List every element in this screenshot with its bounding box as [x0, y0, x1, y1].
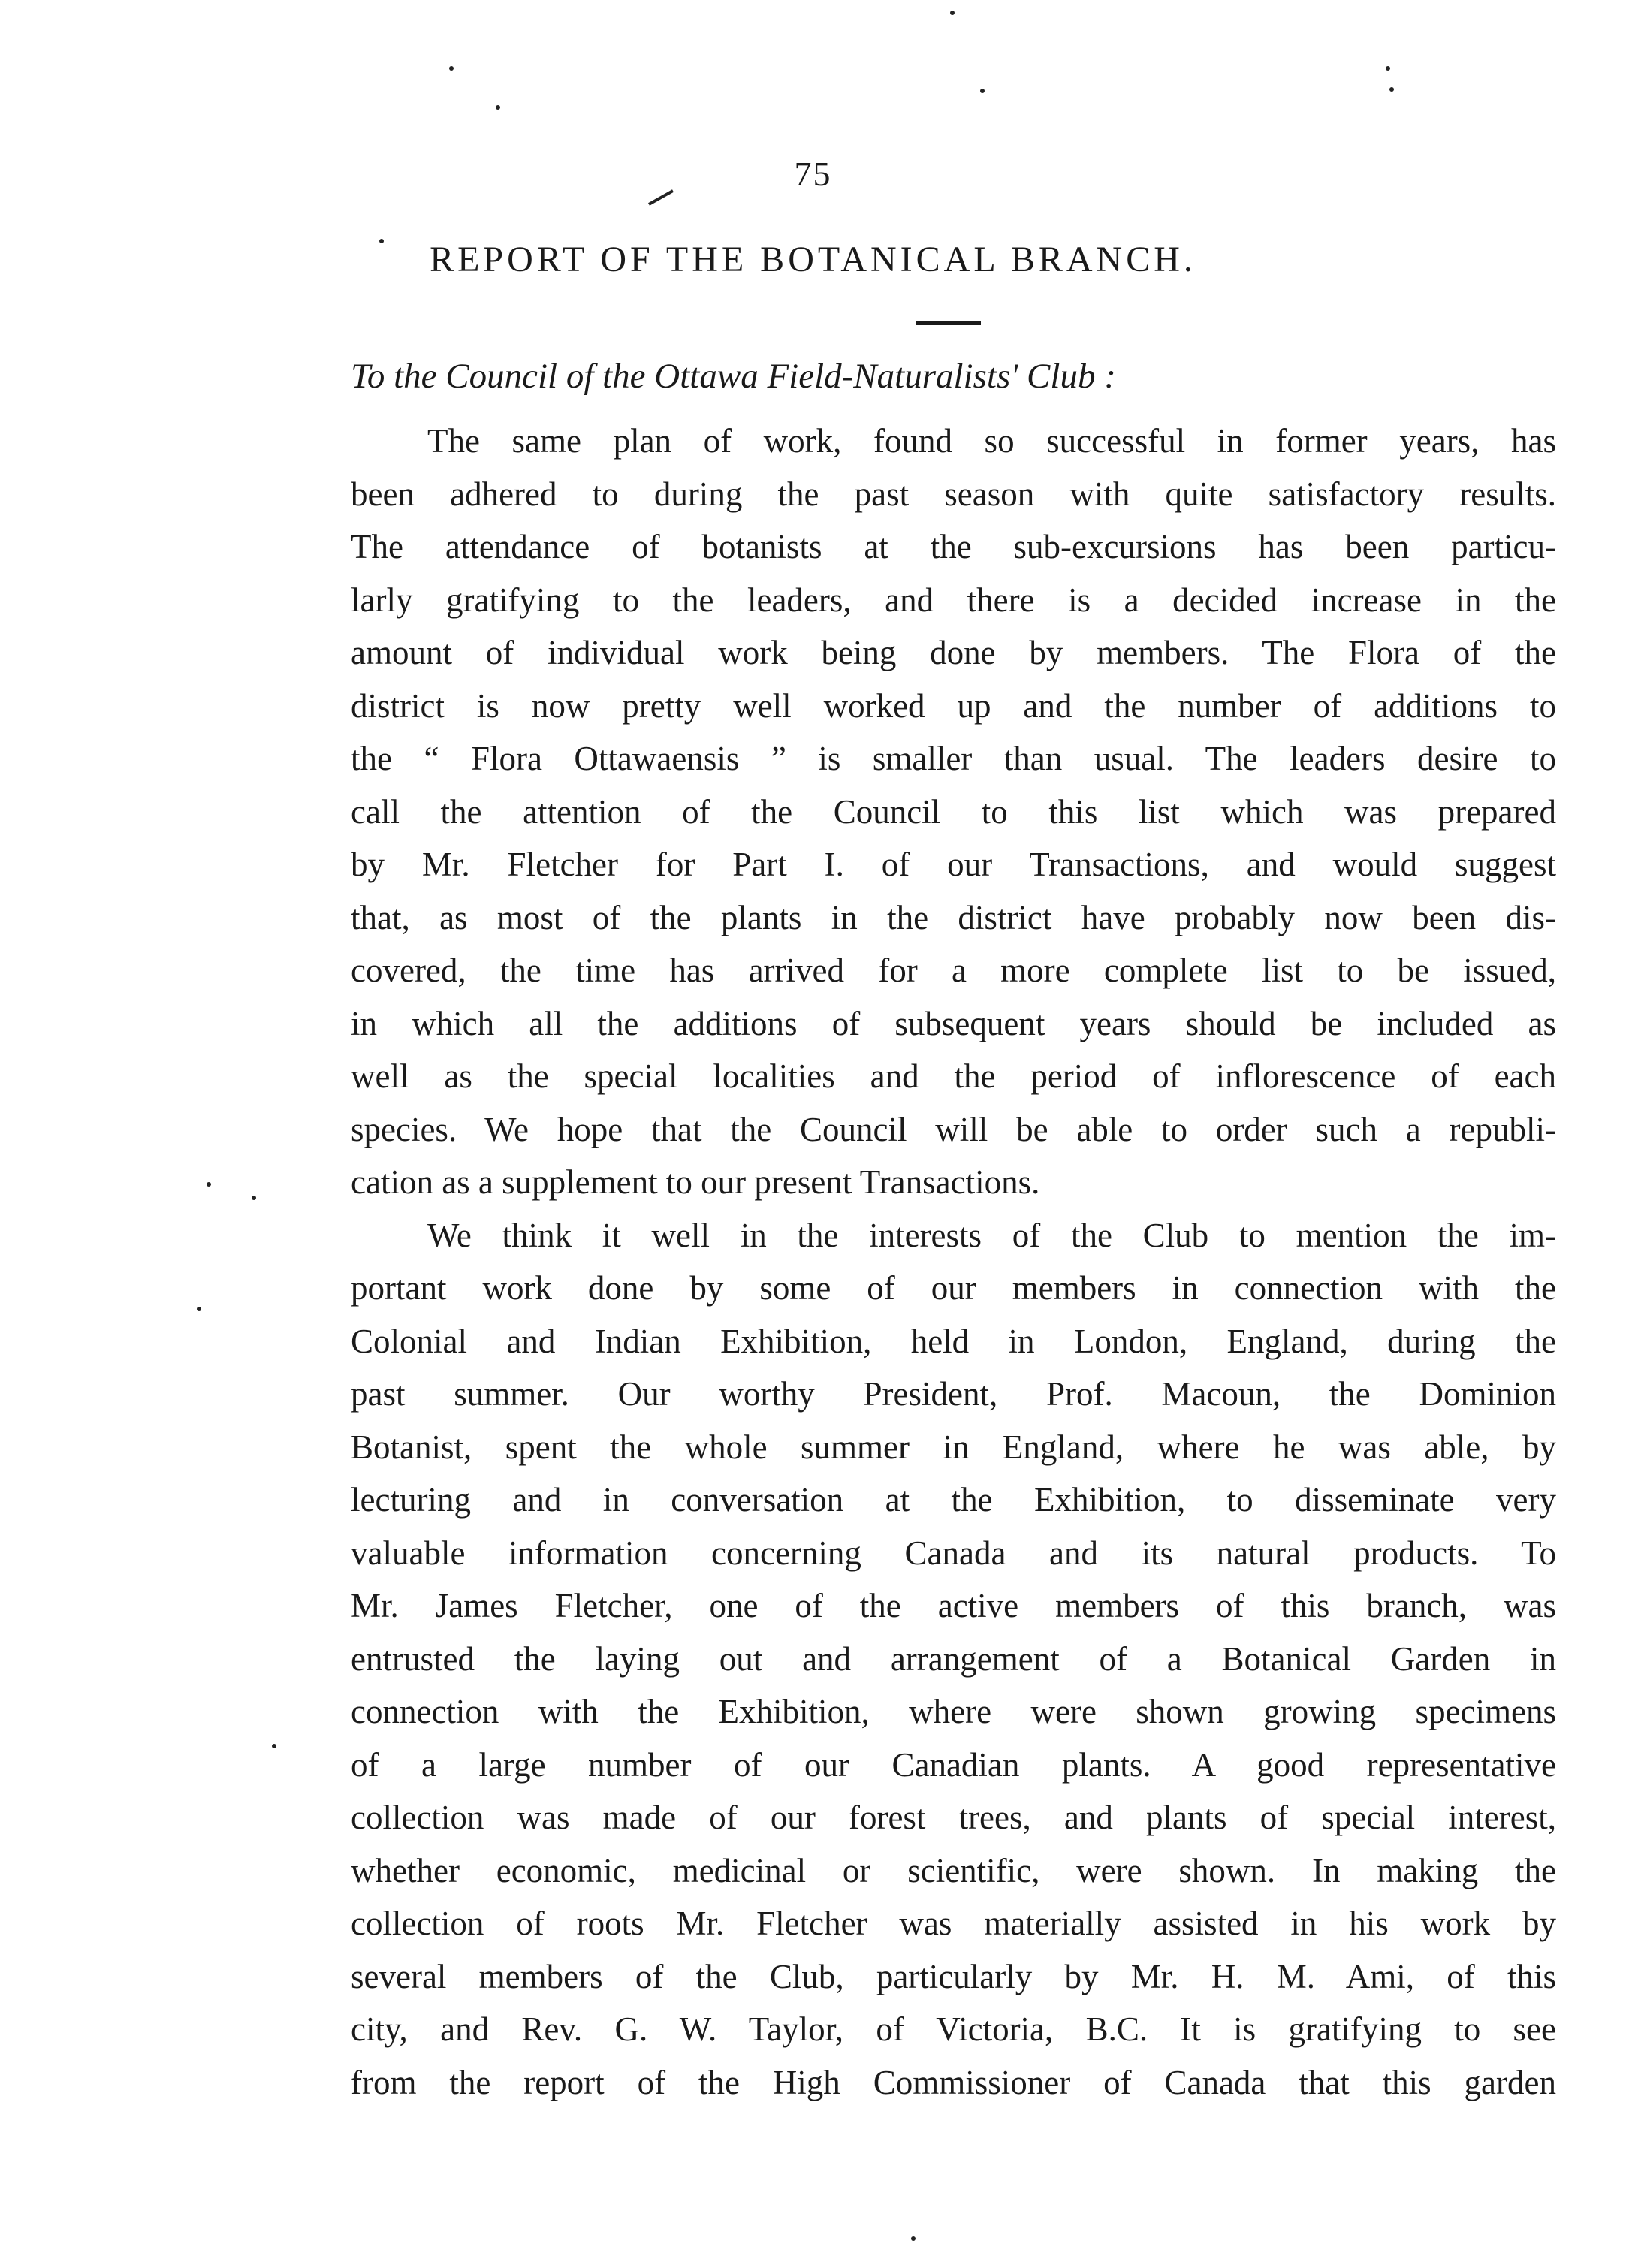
- text-line: of a large number of our Canadian plants. A good representative: [351, 1745, 1556, 1784]
- scan-speck: [197, 1307, 201, 1311]
- text-line: entrusted the laying out and arrangement of a Botanical Garden in: [351, 1639, 1556, 1678]
- scan-speck: [207, 1182, 211, 1187]
- salutation: To the Council of the Ottawa Field-Naturalists' Club :: [351, 357, 1116, 396]
- text-line: the “ Flora Ottawaensis ” is smaller than usual. The leaders desire to: [351, 740, 1556, 777]
- text-line: been adhered to during the past season with quite satisfactory results.: [351, 475, 1556, 513]
- text-line: We think it well in the interests of the Club to mention the im-: [427, 1216, 1556, 1254]
- text-line: from the report of the High Commissioner of Canada that this garden: [351, 2063, 1556, 2101]
- title-rule: [916, 321, 981, 325]
- report-title: REPORT OF THE BOTANICAL BRANCH.: [430, 240, 1196, 279]
- scan-speck: [252, 1196, 256, 1200]
- scan-speck: [980, 89, 985, 93]
- text-line: The attendance of botanists at the sub-excursions has been particu-: [351, 528, 1556, 565]
- report-body: [351, 415, 1556, 2109]
- text-line: that, as most of the plants in the district have probably now been dis-: [351, 898, 1556, 936]
- scan-speck: [1386, 66, 1390, 71]
- text-line: Mr. James Fletcher, one of the active members of this branch, was: [351, 1587, 1556, 1624]
- scan-mark: [647, 189, 674, 206]
- text-line: cation as a supplement to our present Transactions.: [351, 1163, 1040, 1201]
- text-line: valuable information concerning Canada and its natural products. To: [351, 1534, 1556, 1572]
- text-line: past summer. Our worthy President, Prof. Macoun, the Dominion: [351, 1375, 1556, 1413]
- scan-speck: [379, 239, 384, 243]
- text-line: collection of roots Mr. Fletcher was materially assisted in his work by: [351, 1905, 1556, 1942]
- text-line: in which all the additions of subsequent years should be included as: [351, 1004, 1556, 1042]
- page-number: 75: [794, 155, 832, 193]
- scan-speck: [449, 66, 454, 71]
- text-line: larly gratifying to the leaders, and there is a decided increase in the: [351, 581, 1556, 619]
- text-line: connection with the Exhibition, where were shown growing specimens: [351, 1693, 1556, 1730]
- text-line: several members of the Club, particularly by Mr. H. M. Ami, of this: [351, 1957, 1556, 1995]
- scan-speck: [272, 1744, 276, 1748]
- text-line: well as the special localities and the period of inflorescence of each: [351, 1057, 1556, 1095]
- text-line: Colonial and Indian Exhibition, held in London, England, during the: [351, 1322, 1556, 1360]
- text-line: city, and Rev. G. W. Taylor, of Victoria, B.C. It is gratifying to see: [351, 2010, 1556, 2048]
- text-line: district is now pretty well worked up and the number of additions to: [351, 686, 1556, 725]
- text-line: portant work done by some of our members in connection with the: [351, 1269, 1556, 1307]
- text-line: by Mr. Fletcher for Part I. of our Transactions, and would suggest: [351, 846, 1556, 883]
- scan-speck: [496, 105, 500, 110]
- text-line: whether economic, medicinal or scientific, were shown. In making the: [351, 1851, 1556, 1889]
- text-line: covered, the time has arrived for a more complete list to be issued,: [351, 952, 1556, 989]
- text-line: collection was made of our forest trees, and plants of special interest,: [351, 1799, 1556, 1836]
- scan-speck: [950, 11, 955, 15]
- scan-speck: [1389, 87, 1394, 92]
- text-line: Botanist, spent the whole summer in England, where he was able, by: [351, 1428, 1556, 1466]
- text-line: species. We hope that the Council will be able to order such a republi-: [351, 1110, 1556, 1148]
- text-line: The same plan of work, found so successful in former years, has: [427, 422, 1556, 460]
- text-line: call the attention of the Council to this list which was prepared: [351, 792, 1556, 831]
- text-line: lecturing and in conversation at the Exhibition, to disseminate very: [351, 1481, 1556, 1519]
- scan-speck: [911, 2236, 916, 2241]
- text-line: amount of individual work being done by members. The Flora of the: [351, 634, 1556, 671]
